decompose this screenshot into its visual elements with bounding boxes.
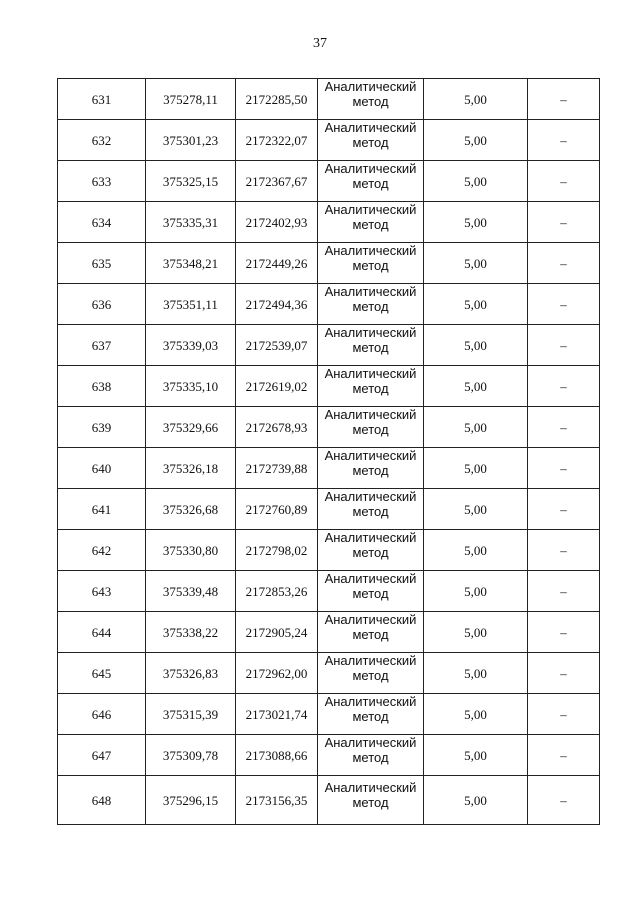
table-row <box>58 489 600 530</box>
method-cell <box>318 366 424 407</box>
y-coordinate-cell: 2172739,88 <box>236 448 318 489</box>
method-line-1: Аналитический <box>324 79 417 94</box>
point-number-cell: 638 <box>58 366 146 407</box>
method-line-2: метод <box>352 545 389 560</box>
y-coordinate-cell: 2172402,93 <box>236 202 318 243</box>
note-cell: – <box>528 325 600 366</box>
method-line-1: Аналитический <box>324 202 417 217</box>
y-coordinate-cell: 2172798,02 <box>236 530 318 571</box>
error-cell: 5,00 <box>424 694 528 735</box>
point-number-cell: 648 <box>58 776 146 825</box>
x-coordinate-cell: 375335,31 <box>146 202 236 243</box>
point-number-cell: 646 <box>58 694 146 735</box>
error-cell: 5,00 <box>424 653 528 694</box>
method-cell <box>318 612 424 653</box>
note-cell: – <box>528 202 600 243</box>
note-cell: – <box>528 530 600 571</box>
method-line-1: Аналитический <box>324 653 417 668</box>
method-line-2: метод <box>352 422 389 437</box>
error-cell: 5,00 <box>424 407 528 448</box>
x-coordinate-cell: 375278,11 <box>146 79 236 120</box>
x-coordinate-cell: 375309,78 <box>146 735 236 776</box>
point-number-cell: 637 <box>58 325 146 366</box>
note-cell: – <box>528 489 600 530</box>
method-cell <box>318 325 424 366</box>
x-coordinate-cell: 375329,66 <box>146 407 236 448</box>
x-coordinate-cell: 375326,68 <box>146 489 236 530</box>
method-cell <box>318 284 424 325</box>
method-line-2: метод <box>352 258 389 273</box>
method-line-2: метод <box>352 299 389 314</box>
table-row <box>58 612 600 653</box>
y-coordinate-cell: 2172449,26 <box>236 243 318 284</box>
y-coordinate-cell: 2173021,74 <box>236 694 318 735</box>
method-line-1: Аналитический <box>324 284 417 299</box>
table-row <box>58 325 600 366</box>
error-cell: 5,00 <box>424 325 528 366</box>
error-cell: 5,00 <box>424 284 528 325</box>
method-line-1: Аналитический <box>324 120 417 135</box>
coordinates-table <box>57 78 600 825</box>
error-cell: 5,00 <box>424 243 528 284</box>
method-cell <box>318 571 424 612</box>
method-line-2: метод <box>352 750 389 765</box>
error-cell: 5,00 <box>424 120 528 161</box>
method-cell <box>318 448 424 489</box>
error-cell: 5,00 <box>424 202 528 243</box>
table-row <box>58 448 600 489</box>
note-cell: – <box>528 612 600 653</box>
point-number-cell: 645 <box>58 653 146 694</box>
point-number-cell: 643 <box>58 571 146 612</box>
point-number-cell: 634 <box>58 202 146 243</box>
y-coordinate-cell: 2172322,07 <box>236 120 318 161</box>
point-number-cell: 641 <box>58 489 146 530</box>
table-row <box>58 653 600 694</box>
x-coordinate-cell: 375296,15 <box>146 776 236 825</box>
method-cell <box>318 407 424 448</box>
error-cell: 5,00 <box>424 161 528 202</box>
method-line-2: метод <box>352 586 389 601</box>
point-number-cell: 639 <box>58 407 146 448</box>
point-number-cell: 636 <box>58 284 146 325</box>
method-cell <box>318 530 424 571</box>
y-coordinate-cell: 2173156,35 <box>236 776 318 825</box>
method-cell <box>318 202 424 243</box>
y-coordinate-cell: 2172905,24 <box>236 612 318 653</box>
note-cell: – <box>528 571 600 612</box>
table-row <box>58 366 600 407</box>
table-row <box>58 735 600 776</box>
table-row <box>58 202 600 243</box>
note-cell: – <box>528 653 600 694</box>
table-row <box>58 694 600 735</box>
method-line-1: Аналитический <box>324 530 417 545</box>
error-cell: 5,00 <box>424 571 528 612</box>
x-coordinate-cell: 375330,80 <box>146 530 236 571</box>
method-line-2: метод <box>352 668 389 683</box>
x-coordinate-cell: 375326,18 <box>146 448 236 489</box>
error-cell: 5,00 <box>424 530 528 571</box>
y-coordinate-cell: 2172285,50 <box>236 79 318 120</box>
note-cell: – <box>528 243 600 284</box>
method-line-1: Аналитический <box>324 407 417 422</box>
method-line-2: метод <box>352 176 389 191</box>
error-cell: 5,00 <box>424 735 528 776</box>
y-coordinate-cell: 2172367,67 <box>236 161 318 202</box>
method-line-2: метод <box>352 709 389 724</box>
note-cell: – <box>528 161 600 202</box>
table-row <box>58 530 600 571</box>
note-cell: – <box>528 366 600 407</box>
method-line-1: Аналитический <box>324 325 417 340</box>
method-line-2: метод <box>352 504 389 519</box>
y-coordinate-cell: 2172962,00 <box>236 653 318 694</box>
method-line-1: Аналитический <box>324 694 417 709</box>
method-line-1: Аналитический <box>324 612 417 627</box>
note-cell: – <box>528 284 600 325</box>
method-line-1: Аналитический <box>324 366 417 381</box>
note-cell: – <box>528 448 600 489</box>
y-coordinate-cell: 2172760,89 <box>236 489 318 530</box>
point-number-cell: 635 <box>58 243 146 284</box>
x-coordinate-cell: 375338,22 <box>146 612 236 653</box>
point-number-cell: 633 <box>58 161 146 202</box>
method-line-1: Аналитический <box>324 161 417 176</box>
method-line-2: метод <box>352 795 389 810</box>
method-line-2: метод <box>352 381 389 396</box>
x-coordinate-cell: 375315,39 <box>146 694 236 735</box>
error-cell: 5,00 <box>424 448 528 489</box>
y-coordinate-cell: 2172494,36 <box>236 284 318 325</box>
point-number-cell: 631 <box>58 79 146 120</box>
y-coordinate-cell: 2173088,66 <box>236 735 318 776</box>
method-line-1: Аналитический <box>324 243 417 258</box>
table-row <box>58 407 600 448</box>
method-line-2: метод <box>352 340 389 355</box>
x-coordinate-cell: 375351,11 <box>146 284 236 325</box>
table-row <box>58 243 600 284</box>
table-row <box>58 161 600 202</box>
table-row <box>58 776 600 825</box>
point-number-cell: 632 <box>58 120 146 161</box>
error-cell: 5,00 <box>424 79 528 120</box>
x-coordinate-cell: 375301,23 <box>146 120 236 161</box>
point-number-cell: 640 <box>58 448 146 489</box>
table-row <box>58 571 600 612</box>
y-coordinate-cell: 2172678,93 <box>236 407 318 448</box>
error-cell: 5,00 <box>424 612 528 653</box>
method-line-1: Аналитический <box>324 448 417 463</box>
note-cell: – <box>528 694 600 735</box>
error-cell: 5,00 <box>424 366 528 407</box>
note-cell: – <box>528 776 600 825</box>
method-cell <box>318 243 424 284</box>
y-coordinate-cell: 2172539,07 <box>236 325 318 366</box>
method-line-1: Аналитический <box>324 571 417 586</box>
table-row <box>58 79 600 120</box>
method-cell <box>318 489 424 530</box>
error-cell: 5,00 <box>424 776 528 825</box>
x-coordinate-cell: 375335,10 <box>146 366 236 407</box>
note-cell: – <box>528 120 600 161</box>
method-line-1: Аналитический <box>324 735 417 750</box>
table-row <box>58 284 600 325</box>
method-line-2: метод <box>352 627 389 642</box>
x-coordinate-cell: 375325,15 <box>146 161 236 202</box>
note-cell: – <box>528 407 600 448</box>
method-line-2: метод <box>352 94 389 109</box>
x-coordinate-cell: 375339,03 <box>146 325 236 366</box>
y-coordinate-cell: 2172853,26 <box>236 571 318 612</box>
x-coordinate-cell: 375326,83 <box>146 653 236 694</box>
method-line-2: метод <box>352 463 389 478</box>
note-cell: – <box>528 79 600 120</box>
x-coordinate-cell: 375348,21 <box>146 243 236 284</box>
method-cell <box>318 79 424 120</box>
method-line-1: Аналитический <box>324 780 417 795</box>
method-cell <box>318 735 424 776</box>
note-cell: – <box>528 735 600 776</box>
method-cell <box>318 694 424 735</box>
y-coordinate-cell: 2172619,02 <box>236 366 318 407</box>
method-cell <box>318 161 424 202</box>
method-cell <box>318 120 424 161</box>
error-cell: 5,00 <box>424 489 528 530</box>
method-line-1: Аналитический <box>324 489 417 504</box>
method-line-2: метод <box>352 217 389 232</box>
point-number-cell: 647 <box>58 735 146 776</box>
point-number-cell: 644 <box>58 612 146 653</box>
method-cell <box>318 653 424 694</box>
page-number: 37 <box>313 36 327 51</box>
x-coordinate-cell: 375339,48 <box>146 571 236 612</box>
method-cell <box>318 776 424 825</box>
point-number-cell: 642 <box>58 530 146 571</box>
table-row <box>58 120 600 161</box>
method-line-2: метод <box>352 135 389 150</box>
